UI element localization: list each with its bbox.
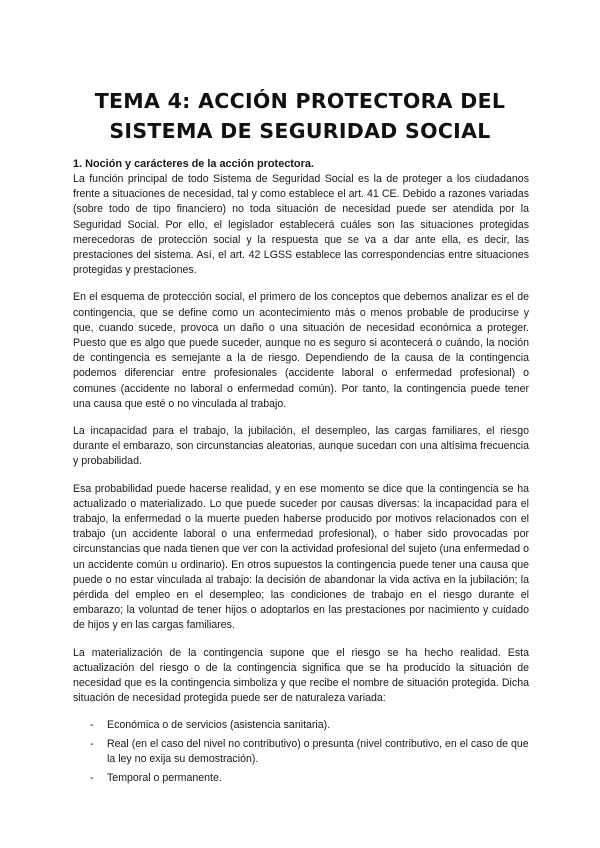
list-item-text: Real (en el caso del nivel no contributivo) o presunta (nivel contributivo, en el caso de que la ley no exija su demostración).: [107, 737, 529, 765]
list-item-text: Económica o de servicios (asistencia sanitaria).: [107, 718, 331, 731]
paragraph-3: La incapacidad para el trabajo, la jubilación, el desempleo, las cargas familiares, el riesgo durante el embarazo, son circunstancias aleatorias, aunque sucedan con una altísima frecuencia y probabilidad.: [73, 425, 529, 468]
list-item-text: Temporal o permanente.: [107, 772, 222, 785]
paragraph-5: La materialización de la contingencia supone que el riesgo se ha hecho realidad. Esta actualización del riesgo o de la contingencia significa que se ha producido la situación de necesidad que es la contingencia simboliza y que recibe el nombre de situación protegida. Dicha situación de necesidad protegida puede ser de naturaleza variada:: [73, 646, 529, 705]
bullet-dash: -: [90, 737, 94, 750]
paragraph-4: Esa probabilidad puede hacerse realidad, y en ese momento se dice que la contingencia se ha actualizado o materializado. Lo que puede suceder por causas diversas: la incapacidad para el trabajo, la enfermedad o la muerte pueden haberse producido por motivos relacionados con el trabajo (un accidente laboral o una enfermedad profesional), o haber sido provocadas por circunstancias que nada tienen que ver con la actividad profesional del sujeto (una enfermedad o un accidente común u ordinario). En otros supuestos la contingencia puede tener una causa que puede o no estar vinculada al trabajo: la decisión de abandonar la vida activa en la jubilación; la pérdida del empleo en el desempleo; las condiciones de trabajo en el riesgo durante el embarazo; la voluntad de tener hijos o adoptarlos en las prestaciones por nacimiento y cuidado de hijos y en las cargas familiares.: [73, 482, 529, 632]
title-line-1: TEMA 4: ACCIÓN PROTECTORA DEL: [94, 89, 506, 113]
section-heading: 1. Noción y carácteres de la acción protectora.: [73, 158, 314, 170]
bullet-list: [73, 718, 529, 787]
paragraph-1: La función principal de todo Sistema de Seguridad Social es la de proteger a los ciudadanos frente a situaciones de necesidad, tal y como establece el art. 41 CE. Debido a razones variadas (sobre todo de tipo financiero) no toda situación de necesidad puede ser atendida por la Seguridad Social. Por ello, el legislador establecerá cuáles son las situaciones protegidas merecedoras de protección social y la respuesta que se va a dar ante ella, es decir, las prestaciones del sistema. Así, el art. 42 LGSS establece las correspondencias entre situaciones protegidas y prestaciones.: [73, 173, 529, 277]
list-item: [73, 718, 529, 733]
list-item: [73, 771, 529, 786]
document-body: [73, 156, 529, 790]
paragraph-2: En el esquema de protección social, el primero de los conceptos que debemos analizar es el de contingencia, que se define como un acontecimiento más o menos probable de producirse y que, cuando sucede, provoca un daño o una situación de necesidad económica a proteger. Puesto que es algo que puede suceder, aunque no es seguro si acontecerá o cuándo, la noción de contingencia es semejante a la de riesgo. Dependiendo de la causa de la contingencia podemos diferenciar entre profesionales (accidente laboral o enfermedad profesional) o comunes (accidente no laboral o enfermedad común). Por tanto, la contingencia puede tener una causa que esté o no vinculada al trabajo.: [73, 291, 529, 410]
bullet-dash: -: [90, 718, 94, 731]
title-line-2: SISTEMA DE SEGURIDAD SOCIAL: [109, 119, 491, 143]
document-title: [0, 86, 600, 146]
list-item: [73, 737, 529, 767]
bullet-dash: -: [90, 772, 94, 785]
